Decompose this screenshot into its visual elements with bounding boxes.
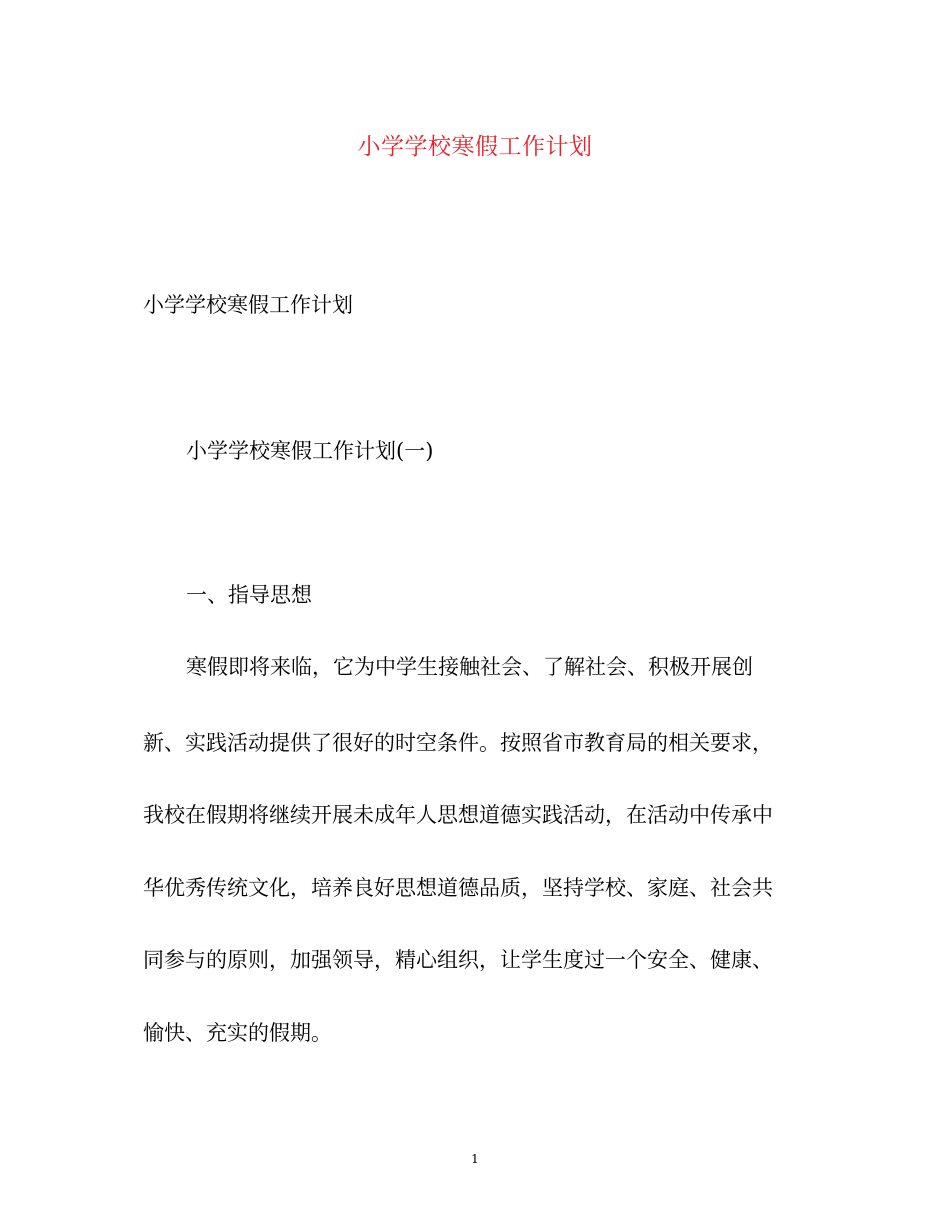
page-number: 1 [471, 1152, 479, 1166]
paragraph-line: 同参与的原则，加强领导，精心组织，让学生度过一个安全、健康、 [143, 948, 773, 972]
paragraph-line: 寒假即将来临，它为中学生接触社会、了解社会、积极开展创 [186, 655, 753, 679]
section-heading: 小学学校寒假工作计划(一) [186, 439, 434, 463]
document-subtitle: 小学学校寒假工作计划 [143, 293, 353, 317]
paragraph-line: 新、实践活动提供了很好的时空条件。按照省市教育局的相关要求， [143, 731, 773, 755]
paragraph-line: 我校在假期将继续开展未成年人思想道德实践活动，在活动中传承中 [143, 803, 773, 827]
part-heading: 一、指导思想 [186, 583, 312, 607]
paragraph-line: 华优秀传统文化，培养良好思想道德品质，坚持学校、家庭、社会共 [143, 876, 773, 900]
document-title: 小学学校寒假工作计划 [357, 134, 593, 160]
paragraph-line: 愉快、充实的假期。 [143, 1021, 332, 1045]
